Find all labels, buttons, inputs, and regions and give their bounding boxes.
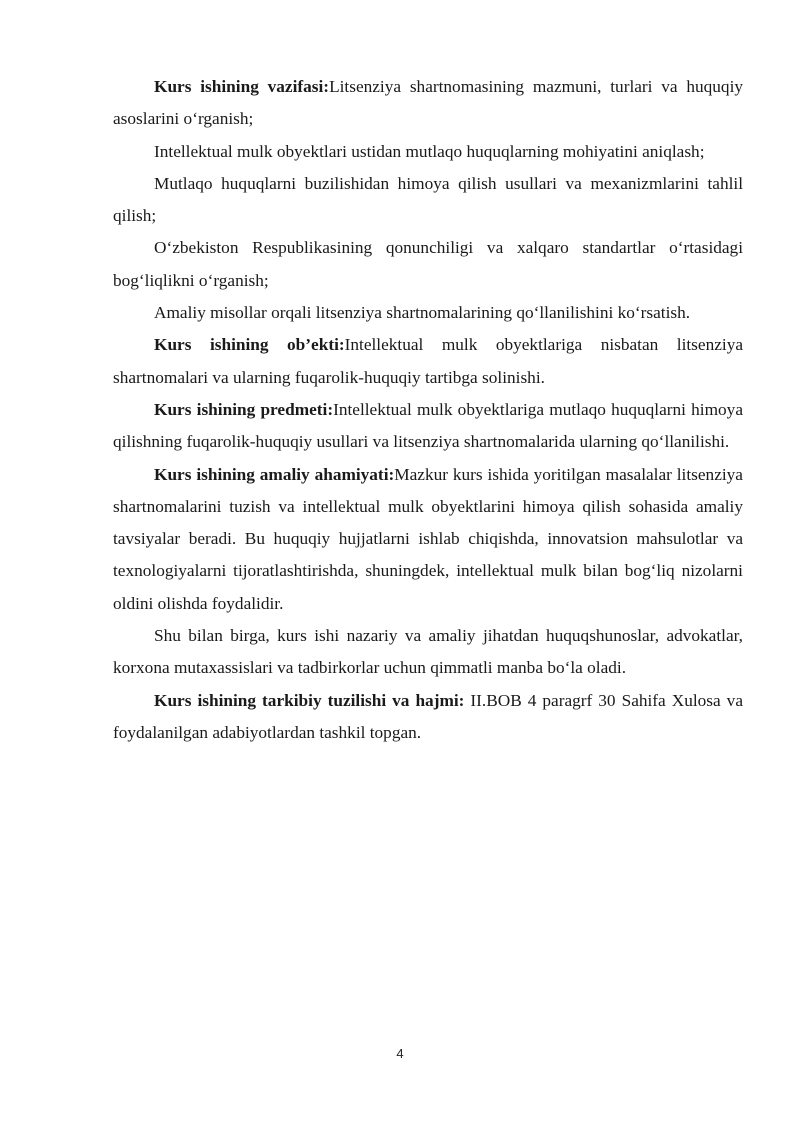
- paragraph-text: O‘zbekiston Respublikasining qonunchiligi va xalqaro standartlar o‘rtasidagi bog‘liqlikni o‘rganish;: [113, 238, 743, 290]
- paragraph-object: [113, 329, 743, 394]
- paragraph-text: Litsenziya shartnomasining mazmuni, turlari va huquqiy asoslarini o‘rganish;: [113, 77, 744, 129]
- paragraph-lead: Kurs ishining amaliy ahamiyati:: [154, 464, 395, 484]
- paragraph-text: Intellektual mulk obyektlari ustidan mutlaqo huquqlarning mohiyatini aniqlash;: [154, 141, 705, 161]
- paragraph-text: Mazkur kurs ishida yoritilgan masalalar litsenziya shartnomalarini tuzish va intellektual mulk obyektlarini himoya qilish sohasida amaliy tavsiyalar beradi. Bu huquqiy hujjatlarni ishlab chiqishda, innovatsion mahsulotlar va texnologiyalarni tijoratlashtirishda, shuningdek, intellektual mulk bilan bog‘liq nizolarni oldini olishda foydalidir.: [113, 464, 743, 613]
- document-page: [113, 71, 743, 749]
- paragraph-text: Shu bilan birga, kurs ishi nazariy va amaliy jihatdan huquqshunoslar, advokatlar, korxona mutaxassislari va tadbirkorlar uchun qimmatli manba bo‘la oladi.: [113, 626, 743, 678]
- paragraph-lead: Kurs ishining vazifasi:: [154, 77, 330, 96]
- paragraph-lead: Kurs ishining tarkibiy tuzilishi va hajmi:: [154, 690, 465, 710]
- paragraph-task-item: [113, 297, 743, 329]
- paragraph-text: Intellektual mulk obyektlariga mutlaqo huquqlarni himoya qilishning fuqarolik-huquqiy usullari va litsenziya shartnomalarida ularning qo‘llanilishi.: [113, 399, 743, 452]
- paragraph-text: Mutlaqo huquqlarni buzilishidan himoya qilish usullari va mexanizmlarini tahlil qilish;: [113, 173, 743, 226]
- paragraph-lead: Kurs ishining ob’ekti:: [154, 335, 345, 355]
- paragraph-structure: [113, 685, 743, 750]
- paragraph-subject: [113, 394, 743, 459]
- paragraph-lead: Kurs ishining predmeti:: [154, 399, 334, 419]
- page-number: 4: [396, 1046, 404, 1061]
- paragraph-practical-importance: [113, 459, 743, 620]
- paragraph-text: Intellektual mulk obyektlariga nisbatan litsenziya shartnomalari va ularning fuqarolik-huquqiy tartibga solinishi.: [113, 335, 744, 387]
- paragraph-additional: [113, 620, 743, 685]
- paragraph-task: [113, 71, 743, 136]
- paragraph-task-item: [113, 168, 743, 233]
- paragraph-task-item: [113, 136, 743, 168]
- paragraph-text: Amaliy misollar orqali litsenziya shartnomalarining qo‘llanilishini ko‘rsatish.: [154, 303, 691, 323]
- paragraph-task-item: [113, 232, 743, 297]
- paragraph-text: II.BOB 4 paragrf 30 Sahifa Xulosa va foydalanilgan adabiyotlardan tashkil topgan.: [113, 690, 743, 742]
